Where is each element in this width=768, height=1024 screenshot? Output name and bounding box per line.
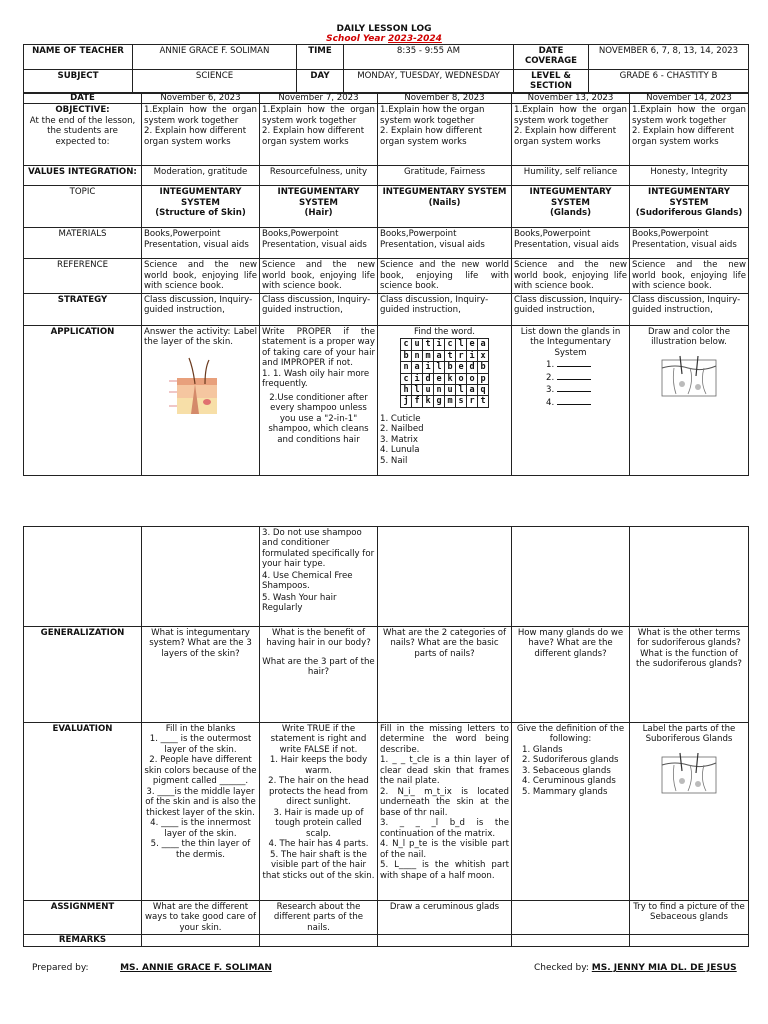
grid-cell: i: [423, 362, 434, 373]
application-day-4: List down the glands in the Integumentary System 1. 2. 3. 4.: [512, 325, 630, 475]
objective-sub: At the end of the lesson, the students are expected to:: [29, 115, 136, 147]
grid-cell: x: [478, 350, 489, 361]
application-day-5: Draw and color the illustration below.: [630, 325, 749, 475]
grid-cell: a: [478, 339, 489, 350]
grid-cell: s: [456, 396, 467, 407]
lesson-table-continued: [23, 526, 749, 947]
strategy-day-5: Class discussion, Inquiry-guided instruction,: [630, 293, 749, 325]
time-value: 8:35 - 9:55 AM: [344, 45, 514, 70]
evaluation-label: EVALUATION: [24, 723, 142, 901]
values-day-4: Humility, self reliance: [512, 166, 630, 186]
checked-by: Checked by: MS. JENNY MIA DL. DE JESUS: [534, 963, 737, 973]
school-year: School Year 2023-2024: [326, 34, 442, 44]
grid-cell: q: [478, 384, 489, 395]
grid-cell: r: [456, 350, 467, 361]
application-day-2: Write PROPER if the statement is a proper way of taking care of your hair and IMPROPER if not. 1. 1. Wash oily hair more frequently. 2.Use conditioner after every shampoo unless you use a "2-in-1" shampoo, which cleans and conditions hair: [260, 325, 378, 475]
application-label: APPLICATION: [24, 325, 142, 475]
word-search-grid: [400, 338, 489, 407]
evaluation-day-4: Give the definition of the following: 1. Glands 2. Sudoriferous glands 3. Sebaceous glands 4. Ceruminous glands 5. Mammary glands: [512, 723, 630, 901]
grid-cell: n: [401, 362, 412, 373]
materials-day-2: Books,Powerpoint Presentation, visual aids: [260, 228, 378, 259]
grid-cell: f: [412, 396, 423, 407]
grid-cell: a: [467, 384, 478, 395]
grid-cell: b: [401, 350, 412, 361]
generalization-label: GENERALIZATION: [24, 627, 142, 723]
gland-illustration-2: [660, 751, 718, 795]
level-label: LEVEL & SECTION: [514, 70, 589, 94]
lesson-table: [23, 92, 749, 476]
objective-label: OBJECTIVE:: [55, 105, 110, 116]
assignment-day-2: Research about the different parts of the nails.: [260, 901, 378, 935]
application-cont-day-3: [378, 527, 512, 627]
grid-cell: m: [423, 350, 434, 361]
document-title: DAILY LESSON LOG: [336, 24, 432, 34]
word-list-item: 3. Matrix: [380, 434, 418, 445]
grid-cell: r: [467, 396, 478, 407]
remarks-day-1: [142, 935, 260, 946]
assignment-day-3: Draw a ceruminous glads: [378, 901, 512, 935]
topic-day-1: INTEGUMENTARY SYSTEM (Structure of Skin): [142, 186, 260, 228]
topic-day-4: INTEGUMENTARY SYSTEM (Glands): [512, 186, 630, 228]
grid-cell: t: [445, 350, 456, 361]
grid-cell: m: [445, 396, 456, 407]
grid-cell: n: [412, 350, 423, 361]
generalization-day-4: How many glands do we have? What are the different glands?: [512, 627, 630, 723]
grid-cell: o: [456, 373, 467, 384]
remarks-day-2: [260, 935, 378, 946]
grid-cell: t: [478, 396, 489, 407]
grid-cell: j: [401, 396, 412, 407]
grid-cell: e: [467, 339, 478, 350]
topic-day-5: INTEGUMENTARY SYSTEM (Sudoriferous Glands): [630, 186, 749, 228]
values-day-1: Moderation, gratitude: [142, 166, 260, 186]
remarks-day-4: [512, 935, 630, 946]
generalization-day-1: What is integumentary system? What are the 3 layers of the skin?: [142, 627, 260, 723]
objective-label-cell: [24, 104, 142, 166]
glands-blank-item: 1.: [546, 358, 627, 370]
date-day-3: November 8, 2023: [378, 93, 512, 104]
subject-label: SUBJECT: [24, 70, 133, 94]
strategy-label: STRATEGY: [24, 293, 142, 325]
application-cont-day-2: 3. Do not use shampoo and conditioner formulated specifically for your hair type. 4. Use Chemical Free Shampoos. 5. Wash Your hair Regularly: [260, 527, 378, 627]
date-day-5: November 14, 2023: [630, 93, 749, 104]
evaluation-day-3: Fill in the missing letters to determine the word being describe. 1. _ _ t_cle is a thin layer of clear dead skin that frames the nail plate. 2. N_i_ m_t_ix is located underneath the skin at the base of thr nail. 3. _ _ _l b_d is the continuation of the matrix. 4. N_l p_te is the visible part of the nail. 5. L____ is the whitish part with shape of a half moon.: [378, 723, 512, 901]
glands-blank-item: 3.: [546, 383, 627, 395]
generalization-day-5: What is the other terms for sudoriferous glands? What is the function of the sudoriferous glands?: [630, 627, 749, 723]
materials-day-3: Books,Powerpoint Presentation, visual aids: [378, 228, 512, 259]
objective-day-3: 1.Explain how the organ system work together 2. Explain how different organ system works: [378, 104, 512, 166]
values-label: VALUES INTEGRATION:: [24, 166, 142, 186]
grid-cell: e: [434, 373, 445, 384]
date-label: DATE: [24, 93, 142, 104]
gland-illustration: [660, 354, 718, 398]
topic-day-3: INTEGUMENTARY SYSTEM (Nails): [378, 186, 512, 228]
level-value: GRADE 6 - CHASTITY B: [589, 70, 749, 94]
assignment-day-5: Try to find a picture of the Sebaceous glands: [630, 901, 749, 935]
evaluation-day-2: Write TRUE if the statement is right and write FALSE if not. 1. Hair keeps the body warm. 2. The hair on the head protects the head from direct sunlight. 3. Hair is made up of tough protein called scalp. 4. The hair has 4 parts. 5. The hair shaft is the visible part of the hair that sticks out of the skin.: [260, 723, 378, 901]
grid-cell: a: [412, 362, 423, 373]
word-list-item: 2. Nailbed: [380, 424, 424, 435]
application-cont-label: [24, 527, 142, 627]
word-list: [380, 414, 509, 466]
assignment-label: ASSIGNMENT: [24, 901, 142, 935]
strategy-day-4: Class discussion, Inquiry-guided instruction,: [512, 293, 630, 325]
materials-label: MATERIALS: [24, 228, 142, 259]
grid-cell: i: [434, 339, 445, 350]
date-day-1: November 6, 2023: [142, 93, 260, 104]
grid-cell: b: [445, 362, 456, 373]
grid-cell: k: [445, 373, 456, 384]
grid-cell: u: [423, 384, 434, 395]
reference-day-5: Science and the new world book, enjoying life with science book.: [630, 259, 749, 293]
objective-day-1: 1.Explain how the organ system work together 2. Explain how different organ system works: [142, 104, 260, 166]
grid-cell: l: [412, 384, 423, 395]
teacher-label: NAME OF TEACHER: [24, 45, 133, 70]
application-cont-day-5: [630, 527, 749, 627]
grid-cell: e: [456, 362, 467, 373]
grid-cell: a: [434, 350, 445, 361]
objective-day-2: 1.Explain how the organ system work together 2. Explain how different organ system works: [260, 104, 378, 166]
teacher-name: ANNIE GRACE F. SOLIMAN: [133, 45, 297, 70]
evaluation-day-1: Fill in the blanks 1. ____ is the outermost layer of the skin. 2. People have different skin colors because of the pigment called ______. 3. ____is the middle layer of the skin and is also the thickest layer of the skin. 4. ____ is the innermost layer of the skin. 5. ____ the thin layer of the dermis.: [142, 723, 260, 901]
application-day-1: Answer the activity: Label the layer of the skin.: [142, 325, 260, 475]
skin-layers-illustration: [169, 354, 233, 418]
prepared-by: Prepared by: MS. ANNIE GRACE F. SOLIMAN: [32, 963, 272, 973]
reference-day-4: Science and the new world book, enjoying life with science book.: [512, 259, 630, 293]
reference-day-1: Science and the new world book, enjoying life with science book.: [142, 259, 260, 293]
grid-cell: c: [401, 339, 412, 350]
date-day-4: November 13, 2023: [512, 93, 630, 104]
header-table: [23, 44, 749, 94]
grid-cell: g: [434, 396, 445, 407]
reference-day-2: Science and the new world book, enjoying life with science book.: [260, 259, 378, 293]
grid-cell: t: [423, 339, 434, 350]
values-day-2: Resourcefulness, unity: [260, 166, 378, 186]
date-coverage-value: NOVEMBER 6, 7, 8, 13, 14, 2023: [589, 45, 749, 70]
glands-blank-list: [514, 358, 627, 408]
grid-cell: l: [456, 339, 467, 350]
application-day-3: Find the word. c u t i c l e a b n m a t r i x n a i l b e d b c i d e k o o p h l u n u l a q j f k g m s r t 1. Cuticle 2. Nailbed 3. Matrix 4. Lunula 5. Nail: [378, 325, 512, 475]
assignment-day-1: What are the different ways to take good care of your skin.: [142, 901, 260, 935]
date-day-2: November 7, 2023: [260, 93, 378, 104]
day-value: MONDAY, TUESDAY, WEDNESDAY: [344, 70, 514, 94]
strategy-day-1: Class discussion, Inquiry-guided instruction,: [142, 293, 260, 325]
grid-cell: p: [478, 373, 489, 384]
grid-cell: o: [467, 373, 478, 384]
application-cont-day-4: [512, 527, 630, 627]
materials-day-5: Books,Powerpoint Presentation, visual aids: [630, 228, 749, 259]
day-label: DAY: [297, 70, 344, 94]
remarks-label: REMARKS: [24, 935, 142, 946]
grid-cell: c: [401, 373, 412, 384]
materials-day-4: Books,Powerpoint Presentation, visual aids: [512, 228, 630, 259]
subject-value: SCIENCE: [133, 70, 297, 94]
prepared-name: MS. ANNIE GRACE F. SOLIMAN: [120, 963, 272, 973]
reference-day-3: Science and the new world book, enjoying life with science book.: [378, 259, 512, 293]
grid-cell: l: [434, 362, 445, 373]
topic-label: TOPIC: [24, 186, 142, 228]
materials-day-1: Books,Powerpoint Presentation, visual aids: [142, 228, 260, 259]
grid-cell: n: [434, 384, 445, 395]
grid-cell: d: [423, 373, 434, 384]
application-cont-day-1: [142, 527, 260, 627]
glands-blank-item: 4.: [546, 396, 627, 408]
generalization-day-2: What is the benefit of having hair in our body? What are the 3 part of the hair?: [260, 627, 378, 723]
strategy-day-2: Class discussion, Inquiry-guided instruction,: [260, 293, 378, 325]
grid-cell: u: [412, 339, 423, 350]
remarks-day-3: [378, 935, 512, 946]
grid-cell: i: [467, 350, 478, 361]
topic-day-2: INTEGUMENTARY SYSTEM (Hair): [260, 186, 378, 228]
grid-cell: b: [478, 362, 489, 373]
reference-label: REFERENCE: [24, 259, 142, 293]
grid-cell: c: [445, 339, 456, 350]
date-coverage-label: DATE COVERAGE: [514, 45, 589, 70]
strategy-day-3: Class discussion, Inquiry-guided instruction,: [378, 293, 512, 325]
remarks-day-5: [630, 935, 749, 946]
values-day-3: Gratitude, Fairness: [378, 166, 512, 186]
grid-cell: u: [445, 384, 456, 395]
objective-day-4: 1.Explain how the organ system work together 2. Explain how different organ system works: [512, 104, 630, 166]
generalization-day-3: What are the 2 categories of nails? What are the basic parts of nails?: [378, 627, 512, 723]
objective-day-5: 1.Explain how the organ system work together 2. Explain how different organ system works: [630, 104, 749, 166]
evaluation-day-5: Label the parts of the Suboriferous Glands: [630, 723, 749, 901]
grid-cell: i: [412, 373, 423, 384]
assignment-day-4: [512, 901, 630, 935]
word-list-item: 1. Cuticle: [380, 413, 421, 424]
grid-cell: k: [423, 396, 434, 407]
word-list-item: 5. Nail: [380, 455, 408, 466]
values-day-5: Honesty, Integrity: [630, 166, 749, 186]
grid-cell: l: [456, 384, 467, 395]
grid-cell: d: [467, 362, 478, 373]
word-list-item: 4. Lunula: [380, 445, 420, 456]
time-label: TIME: [297, 45, 344, 70]
glands-blank-item: 2.: [546, 371, 627, 383]
grid-cell: h: [401, 384, 412, 395]
checked-name: MS. JENNY MIA DL. DE JESUS: [591, 963, 737, 973]
